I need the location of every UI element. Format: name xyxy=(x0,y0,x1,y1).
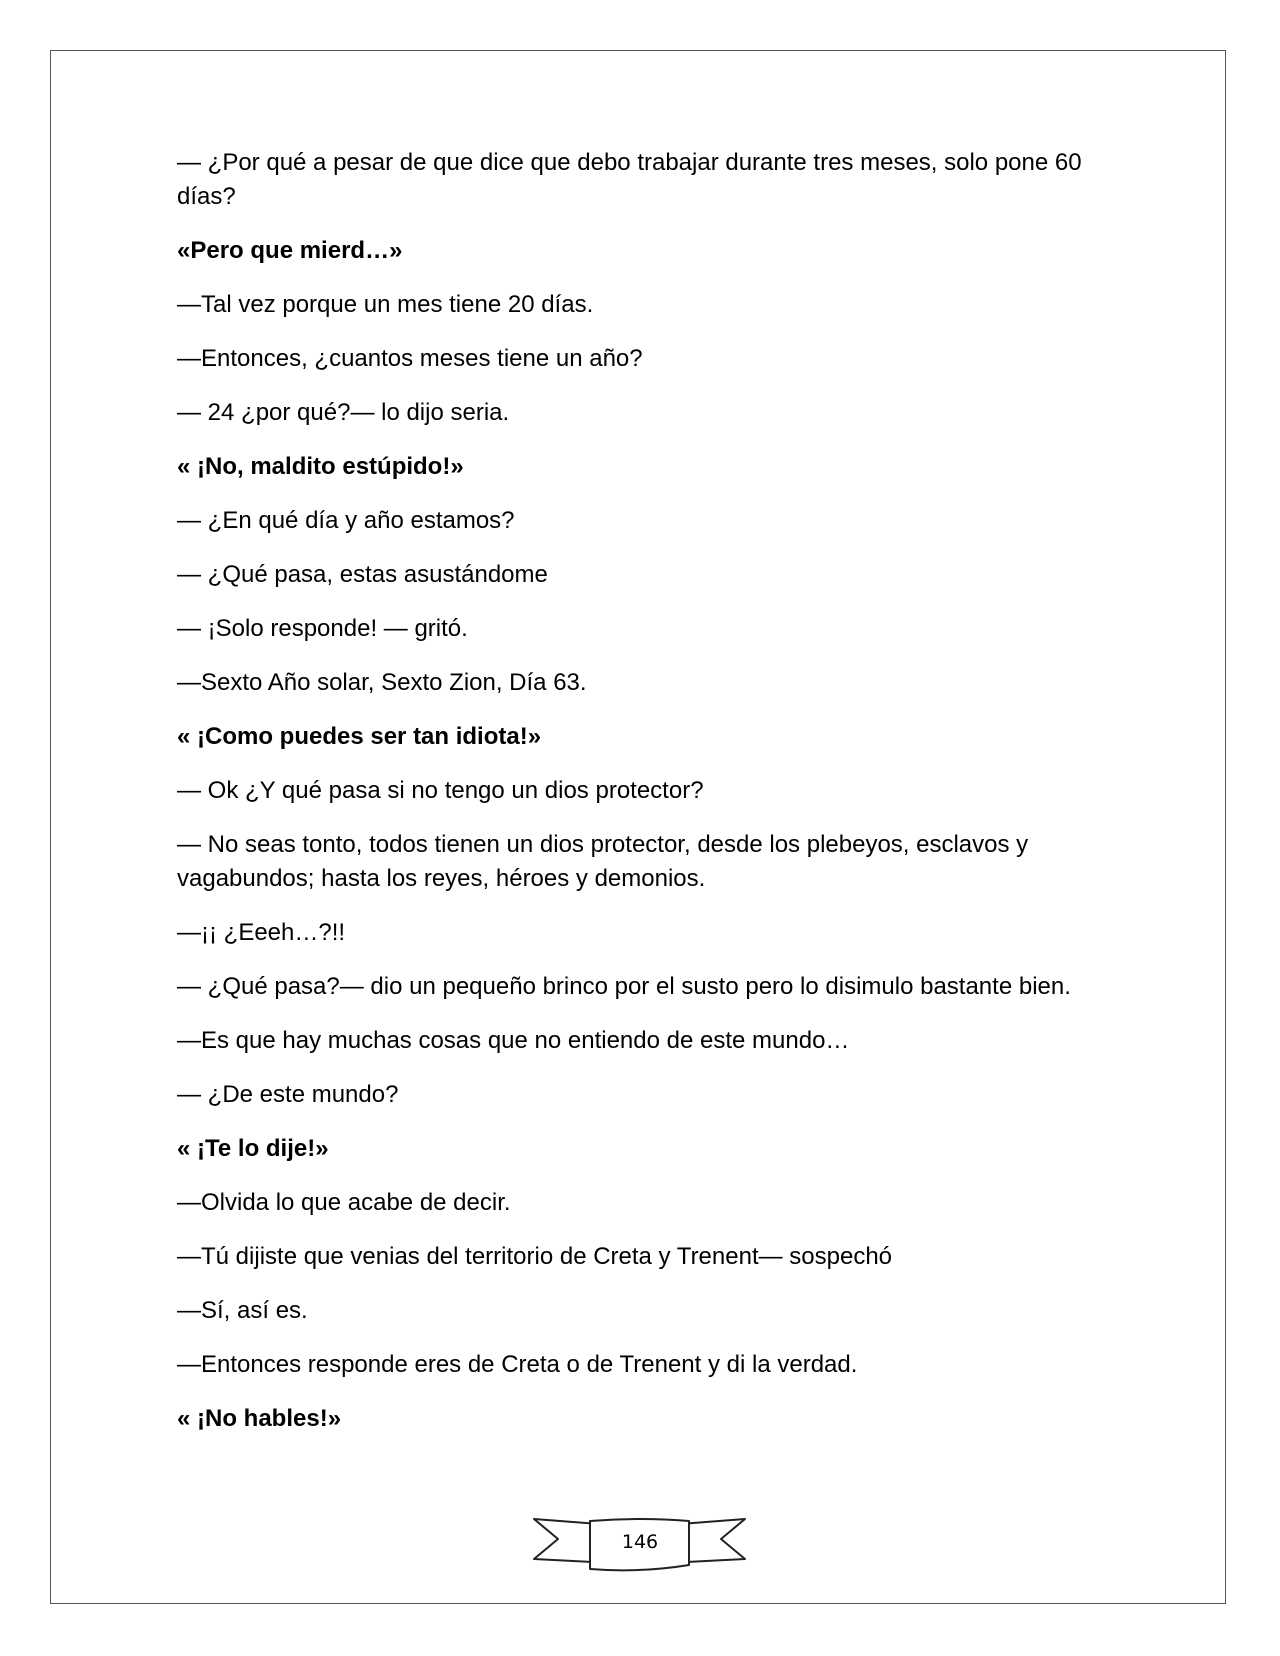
thought-paragraph: « ¡Te lo dije!» xyxy=(177,1135,329,1162)
dialogue-paragraph: — 24 ¿por qué?— lo dijo seria. xyxy=(177,399,510,426)
dialogue-paragraph: —Entonces, ¿cuantos meses tiene un año? xyxy=(177,345,643,372)
dialogue-paragraph: — ¿De este mundo? xyxy=(177,1081,399,1108)
body-text xyxy=(177,146,1097,1456)
dialogue-paragraph: —Sexto Año solar, Sexto Zion, Día 63. xyxy=(177,669,587,696)
thought-paragraph: « ¡Como puedes ser tan idiota!» xyxy=(177,723,542,750)
dialogue-paragraph: —¡¡ ¿Eeeh…?!! xyxy=(177,919,346,946)
thought-paragraph: « ¡No, maldito estúpido!» xyxy=(177,453,464,480)
dialogue-paragraph: — ¿En qué día y año estamos? xyxy=(177,507,515,534)
page-number-banner xyxy=(532,1515,747,1579)
thought-paragraph: «Pero que mierd…» xyxy=(177,237,403,264)
dialogue-paragraph: —Olvida lo que acabe de decir. xyxy=(177,1189,511,1216)
dialogue-paragraph: —Entonces responde eres de Creta o de Trenent y di la verdad. xyxy=(177,1351,858,1378)
dialogue-paragraph: —Sí, así es. xyxy=(177,1297,308,1324)
dialogue-paragraph: —Tal vez porque un mes tiene 20 días. xyxy=(177,291,594,318)
thought-paragraph: « ¡No hables!» xyxy=(177,1405,342,1432)
dialogue-paragraph: —Es que hay muchas cosas que no entiendo de este mundo… xyxy=(177,1027,850,1054)
dialogue-paragraph: — No seas tonto, todos tienen un dios protector, desde los plebeyos, esclavos y vagabundos; hasta los reyes, héroes y demonios. xyxy=(177,831,1029,892)
dialogue-paragraph: — ¿Por qué a pesar de que dice que debo trabajar durante tres meses, solo pone 60 días? xyxy=(177,149,1082,210)
dialogue-paragraph: — ¿Qué pasa, estas asustándome xyxy=(177,561,548,588)
dialogue-paragraph: — ¿Qué pasa?— dio un pequeño brinco por el susto pero lo disimulo bastante bien. xyxy=(177,973,1071,1000)
page-number: 146 xyxy=(621,1531,659,1553)
dialogue-paragraph: — Ok ¿Y qué pasa si no tengo un dios protector? xyxy=(177,777,704,804)
dialogue-paragraph: — ¡Solo responde! — gritó. xyxy=(177,615,468,642)
dialogue-paragraph: —Tú dijiste que venias del territorio de Creta y Trenent— sospechó xyxy=(177,1243,893,1270)
